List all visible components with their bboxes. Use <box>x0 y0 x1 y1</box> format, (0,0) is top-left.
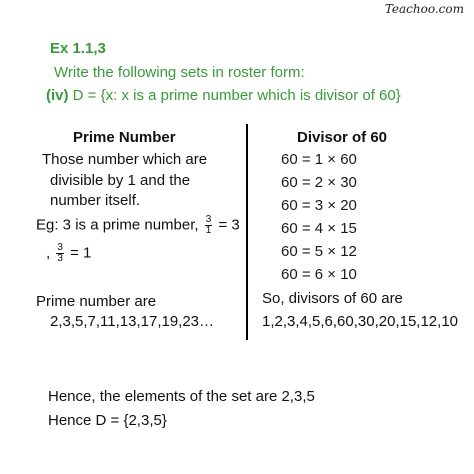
example-line-2 <box>46 243 91 264</box>
example-line-1 <box>36 215 240 236</box>
equation-row: 60 = 6 × 10 <box>281 266 357 283</box>
example-result-1: = 3 <box>218 216 240 234</box>
fraction-3-over-1: $\frac{3}{1}$ <box>205 214 212 236</box>
equation-row: 60 = 2 × 30 <box>281 174 357 191</box>
example-prefix: Eg: 3 is a prime number, <box>36 216 199 234</box>
primes-label: Prime number are <box>36 293 157 310</box>
question-part <box>46 87 401 104</box>
exercise-title: Ex 1.1,3 <box>50 40 106 57</box>
conclusion-line-1: Hence, the elements of the set are 2,3,5 <box>48 388 315 405</box>
equation-row: 60 = 3 × 20 <box>281 197 357 214</box>
prime-heading: Prime Number <box>73 129 176 146</box>
definition-line-3: number itself. <box>50 192 141 209</box>
divisor-heading: Divisor of 60 <box>297 129 388 146</box>
divisors-list: 1,2,3,4,5,6,60,30,20,15,12,10 <box>262 313 459 330</box>
part-label: (iv) <box>46 87 69 104</box>
column-divider <box>246 124 248 340</box>
question-text: Write the following sets in roster form: <box>54 64 305 81</box>
equation-row: 60 = 1 × 60 <box>281 151 357 168</box>
site-logo: Teachoo.com <box>384 2 464 16</box>
primes-list: 2,3,5,7,11,13,17,19,23… <box>50 313 215 330</box>
part-text: D = {x: x is a prime number which is divisor of 60} <box>72 87 401 104</box>
definition-line-2: divisible by 1 and the <box>50 172 191 189</box>
example-result-2: = 1 <box>70 244 92 262</box>
example-comma: , <box>46 244 51 262</box>
conclusion-line-2: Hence D = {2,3,5} <box>48 412 167 429</box>
equation-row: 60 = 5 × 12 <box>281 243 357 260</box>
divisors-label: So, divisors of 60 are <box>262 290 403 307</box>
definition-line-1: Those number which are <box>42 151 208 168</box>
equation-row: 60 = 4 × 15 <box>281 220 357 237</box>
fraction-3-over-3: $\frac{3}{3}$ <box>57 242 63 264</box>
